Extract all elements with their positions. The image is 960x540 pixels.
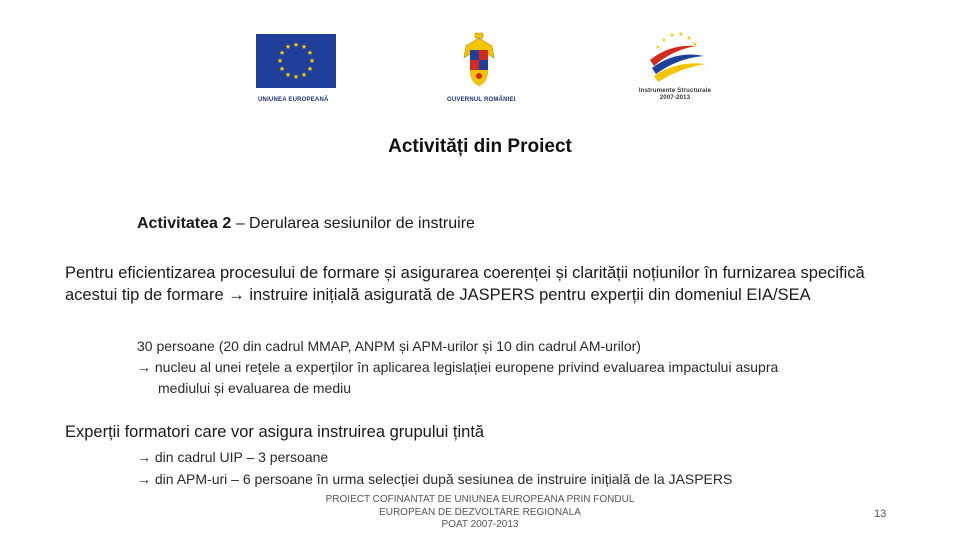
footer-line3: POAT 2007-2013: [441, 519, 519, 530]
footer: [0, 494, 960, 532]
eu-flag-icon: [256, 34, 336, 88]
eu-logo-caption: UNIUNEA EUROPEANĂ: [258, 97, 329, 103]
svg-text:★: ★: [278, 65, 286, 73]
svg-text:★: ★: [292, 41, 300, 49]
svg-text:★: ★: [276, 57, 284, 65]
government-logo-caption: GUVERNUL ROMÂNIEI: [447, 97, 516, 103]
svg-text:★: ★: [292, 73, 300, 81]
svg-text:★: ★: [306, 49, 314, 57]
svg-text:★: ★: [284, 71, 292, 79]
structural-instruments-caption: [630, 88, 720, 102]
svg-text:★: ★: [686, 35, 692, 42]
structural-instruments-icon: [646, 30, 708, 86]
svg-text:★: ★: [692, 41, 698, 48]
svg-text:★: ★: [278, 49, 286, 57]
slide-title: Activități din Proiect: [388, 136, 572, 157]
svg-text:★: ★: [655, 44, 661, 51]
page-number: 13: [874, 508, 887, 520]
trainers-paragraph: Experții formatori care vor asigura instruirea grupului țintă: [65, 423, 485, 441]
svg-text:★: ★: [669, 32, 675, 39]
main-paragraph: Pentru eficientizarea procesului de formare și asigurarea coerenței și clarității noțiunilor în furnizarea specifică acestui tip de formare → instruire inițială asigurată de JASPERS pentru experții din domeniul EIA/SEA: [65, 264, 865, 304]
coat-of-arms-icon: [462, 32, 496, 88]
svg-text:★: ★: [308, 57, 316, 65]
footer-line2: EUROPEAN DE DEZVOLTARE REGIONALA: [379, 506, 581, 518]
eu-logo: [256, 34, 336, 88]
romania-government-logo: [462, 32, 496, 88]
svg-text:★: ★: [300, 71, 308, 79]
trainers-apm-line: → din APM-uri – 6 persoane în urma selecției după sesiunea de instruire inițială de la JASPERS: [137, 471, 733, 487]
activity-heading: [137, 215, 475, 233]
activity-heading-text: – Derularea sesiunilor de instruire: [231, 215, 475, 232]
activity-heading-label: Activitatea 2: [137, 215, 232, 232]
structural-instruments-caption-line2: 2007-2013: [659, 95, 691, 101]
footer-line1: PROIECT COFINANTAT DE UNIUNEA EUROPEANA PRIN FONDUL: [325, 494, 635, 505]
svg-text:★: ★: [284, 43, 292, 51]
trainers-uip-line: → din cadrul UIP – 3 persoane: [137, 449, 329, 465]
network-line-first: → nucleu al unei rețele a experților în aplicarea legislației europene privind evaluarea impactului asupra: [137, 359, 779, 375]
participants-line: 30 persoane (20 din cadrul MMAP, ANPM și APM-urilor și 10 din cadrul AM-urilor): [137, 338, 641, 354]
network-line: [137, 357, 917, 399]
svg-text:★: ★: [306, 65, 314, 73]
svg-text:★: ★: [678, 31, 684, 38]
structural-instruments-logo: [646, 30, 708, 86]
svg-text:★: ★: [661, 37, 667, 44]
svg-text:★: ★: [300, 43, 308, 51]
structural-instruments-caption-line1: Instrumente Structurale: [638, 88, 712, 94]
network-line-continued: mediului și evaluarea de mediu: [158, 380, 351, 396]
